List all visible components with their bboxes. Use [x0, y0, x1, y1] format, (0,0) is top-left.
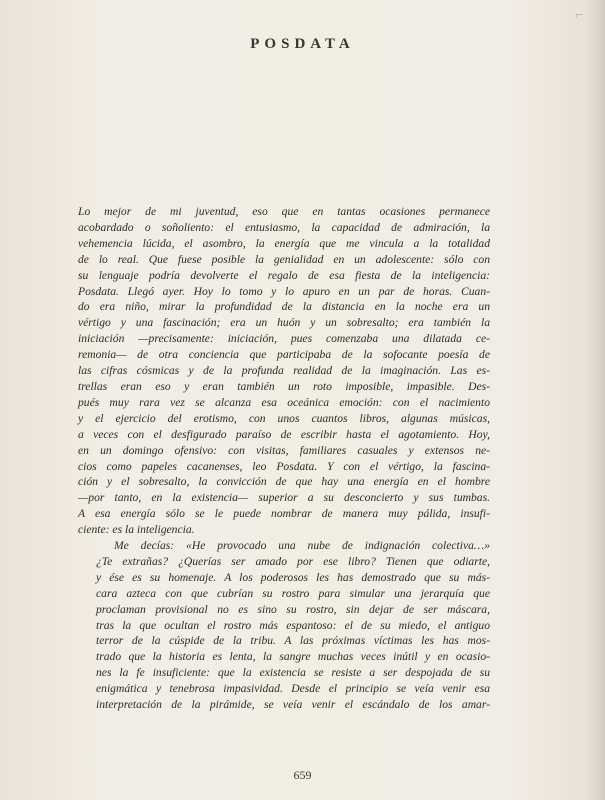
text-line: y ése es su homenaje. A los poderosos les has demostrado que su más-	[96, 570, 490, 584]
text-line: cios como papeles cacanenses, leo Posdata. Y con el vértigo, la fascina-	[78, 459, 490, 473]
page-edge-shadow	[587, 0, 605, 800]
text-line: terror de la cúspide de la tribu. A las próximas víctimas les has mos-	[96, 634, 490, 648]
text-line: do era niño, mirar la profundidad de la distancia en la noche era un	[78, 300, 490, 314]
text-line: ción y el sobresalto, la convicción de que hay una energía en el hombre	[78, 475, 490, 489]
text-line: las cifras cósmicas y de la profunda realidad de la imaginación. Las es-	[78, 364, 490, 378]
corner-mark-icon: ⌐	[575, 8, 583, 23]
text-line: interpretación de la pirámide, se veía venir el escándalo de los amar-	[96, 698, 490, 712]
text-line: en un domingo ofensivo: con visitas, familiares casuales y extensos ne-	[78, 443, 490, 457]
text-line: iniciación —precisamente: iniciación, pues comenzaba una dilatada ce-	[78, 332, 490, 346]
text-line: Posdata. Llegó ayer. Hoy lo tomo y lo apuro en un par de horas. Cuan-	[78, 284, 490, 298]
text-line: pués muy rara vez se alcanza esa oceánica emoción: con el nacimiento	[78, 395, 490, 409]
page-title: POSDATA	[250, 36, 355, 52]
text-line: y el ejercicio del erotismo, con unos cuantos libros, algunas músicas,	[78, 411, 490, 425]
text-line: vehemencia lúcida, el asombro, la energía que me vincula a la totalidad	[78, 236, 490, 250]
text-line: trado que la historia es lenta, la sangre muchas veces inútil y en ocasio-	[96, 650, 490, 664]
text-line: acobardado o soñoliento: el entusiasmo, la capacidad de admiración, la	[78, 220, 490, 234]
text-line: su lenguaje podría devolverte el regalo de esa fiesta de la inteligencia:	[78, 268, 490, 282]
paragraph-2	[78, 538, 490, 713]
text-line: remonia— de otra conciencia que participaba de la sofocante poesía de	[78, 348, 490, 362]
text-line: enigmática y tenebrosa impasividad. Desde el principio se veía venir esa	[96, 682, 490, 696]
text-line: A esa energía sólo se le puede nombrar de manera muy pálida, insufi-	[78, 507, 490, 521]
text-line: ¿Te extrañas? ¿Querías ser amado por ese libro? Tienen que odiarte,	[96, 554, 490, 568]
text-line: nes la fe insuficiente: que la existencia se resiste a ser despojada de su	[96, 666, 490, 680]
paragraph-1	[78, 204, 490, 538]
text-line: Me decías: «He provocado una nube de indignación colectiva…»	[114, 539, 490, 553]
text-line: Lo mejor de mi juventud, eso que en tantas ocasiones permanece	[78, 205, 490, 218]
text-line: trellas eran eso y eran también un roto imposible, impasible. Des-	[78, 379, 490, 393]
text-line: ciente: es la inteligencia.	[78, 523, 195, 537]
text-line: tras la que ocultan el rostro más espantoso: el de su miedo, el antiguo	[96, 618, 490, 632]
text-line: a veces con el desfigurado paraíso de escribir hasta el agotamiento. Hoy,	[78, 427, 490, 441]
body-text	[78, 204, 490, 713]
text-line: de lo real. Que fuese posible la genialidad en un adolescente: sólo con	[78, 252, 490, 266]
text-line: proclaman provisional no es sino su rostro, sin dejar de ser máscara,	[96, 602, 490, 616]
page-number: 659	[293, 768, 312, 782]
text-line: cara azteca con que cubrían su rostro para simular una jerarquía que	[96, 586, 490, 600]
text-line: vértigo y una fascinación; era un huón y un sobresalto; era también la	[78, 316, 490, 330]
text-line: —por tanto, en la existencia— superior a su desconcierto y sus tumbas.	[78, 491, 490, 505]
